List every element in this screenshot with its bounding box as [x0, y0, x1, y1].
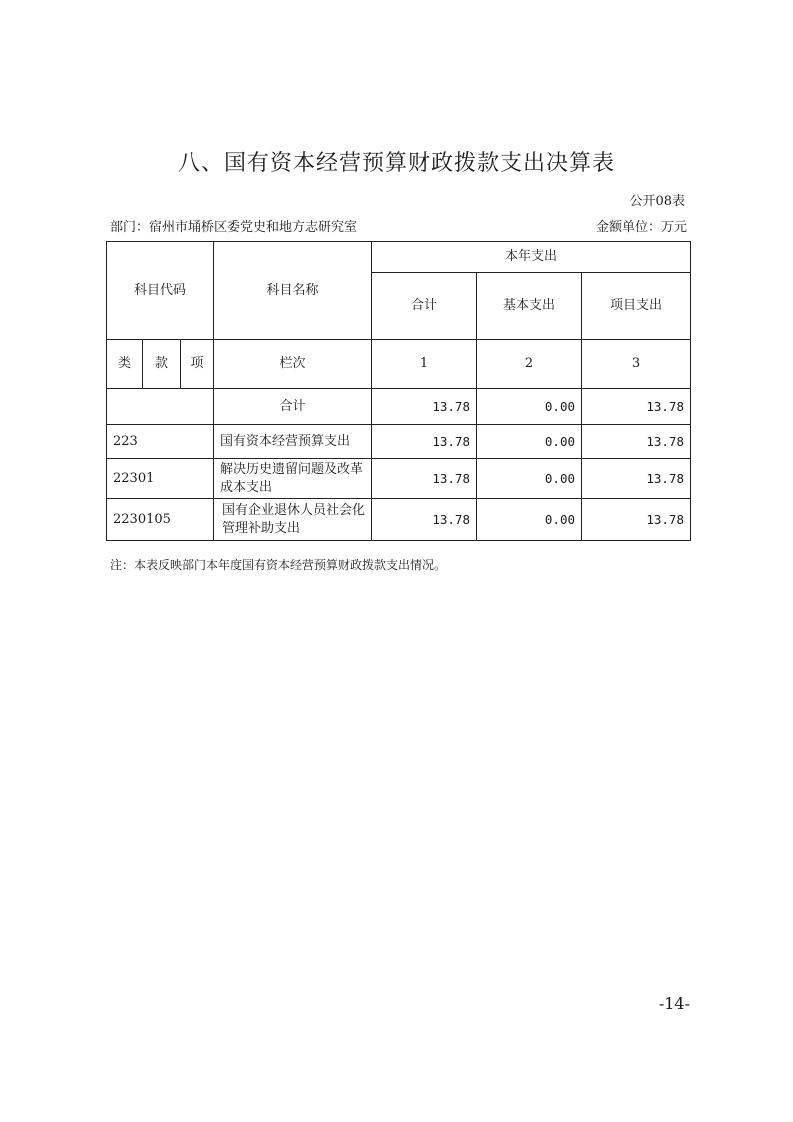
table-row [107, 499, 691, 541]
row-total: 13.78 [372, 499, 477, 541]
row-code: 223 [107, 425, 214, 459]
row-total: 13.78 [372, 459, 477, 499]
row-code: 2230105 [107, 499, 214, 541]
header-code: 科目代码 [107, 242, 214, 340]
row-basic: 0.00 [477, 389, 582, 425]
department-label: 部门：宿州市埇桥区委党史和地方志研究室 [110, 220, 358, 235]
row-basic: 0.00 [477, 459, 582, 499]
table-row [107, 389, 691, 425]
header-row-1 [107, 242, 691, 273]
header-xiang: 项 [181, 340, 214, 389]
row-total: 13.78 [372, 389, 477, 425]
row-basic: 0.00 [477, 425, 582, 459]
header-name: 科目名称 [214, 242, 372, 340]
row-basic: 0.00 [477, 499, 582, 541]
table-row [107, 425, 691, 459]
row-code [107, 389, 214, 425]
page-title: 八、国有资本经营预算财政拨款支出决算表 [177, 151, 615, 176]
row-project: 13.78 [582, 459, 691, 499]
row-project: 13.78 [582, 499, 691, 541]
row-project: 13.78 [582, 389, 691, 425]
row-name: 国有企业退休人员社会化管理补助支出 [214, 499, 372, 541]
form-number: 公开08表 [629, 194, 685, 209]
row-name: 国有资本经营预算支出 [214, 425, 372, 459]
row-name: 合计 [214, 389, 372, 425]
header-col1: 1 [372, 340, 477, 389]
footnote: 注：本表反映部门本年度国有资本经营预算财政拨款支出情况。 [110, 558, 447, 572]
row-project: 13.78 [582, 425, 691, 459]
row-total: 13.78 [372, 425, 477, 459]
header-year-expense: 本年支出 [372, 242, 691, 273]
header-column-order: 栏次 [214, 340, 372, 389]
header-row-3 [107, 340, 691, 389]
header-col2: 2 [477, 340, 582, 389]
table-row [107, 459, 691, 499]
header-col3: 3 [582, 340, 691, 389]
header-project: 项目支出 [582, 273, 691, 340]
header-lei: 类 [107, 340, 143, 389]
header-total: 合计 [372, 273, 477, 340]
unit-label: 金额单位：万元 [595, 220, 687, 235]
header-basic: 基本支出 [477, 273, 582, 340]
header-kuan: 款 [143, 340, 181, 389]
page-number: -14- [658, 994, 690, 1013]
row-name: 解决历史遗留问题及改革成本支出 [214, 459, 372, 499]
expense-table [106, 241, 691, 541]
row-code: 22301 [107, 459, 214, 499]
